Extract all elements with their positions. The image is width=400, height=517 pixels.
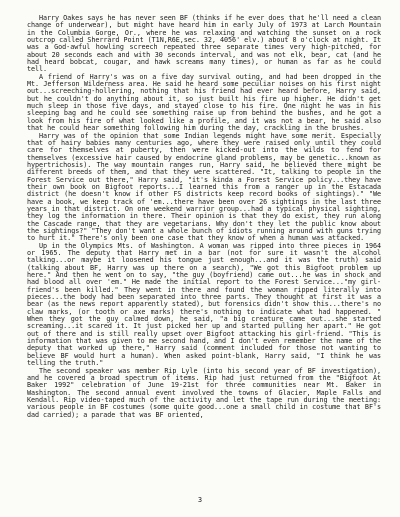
page-number: 3 (197, 496, 203, 504)
paragraph: Harry Oakes says he has never seen BF (thinks if he ever does that he'll need a clean change of underwear), but might have heard him in early July of 1973 at Larch Mountain in the Columbia Gorge, Or., where he was relaxing and watching the sunset on a rock outcrop called Sherrard Point (T1N,R6E,sec. 32, 4056' elv.) about 8 o'clock at night. It was a God-awful howling screech repeated three separate times very high-pitched, for about 20 seconds each and with 30 seconds interval, and was not elk, bear, cat (and he had heard bobcat, cougar, and hawk screams many times), or human as far as he could tell. (27, 14, 381, 74)
article-body (27, 15, 381, 419)
paragraph: A friend of Harry's was on a five day survival outing, and had been dropped in the Mt. Jefferson Wilderness area. He said he heard some peculiar noises on his first night out...screeching-hollering, nothing that his friend had ever heard before, Harry said, but he couldn't do anything about it, so just built his fire up higher. He didn't get much sleep in those five days, and stayed close to his fire. One night he was in his sleeping bag and he could see something raise up from behind the bushes, and he got a look from his fire of what looked like a profile, and it was not a bear, he said also that he could hear something following him during the day, crackling in the brushes. (27, 72, 381, 133)
paragraph: Harry was of the opinion that some Indian legends might have some merit. Especially that of hairy babies many centuries ago, where they were raised only until they could care for themselves at puberty, then were kicked-out into the wilds to fend for themselves (excessive hair caused by endocrine gland problems, may be genetic...known as hypertrichosis). The way mountain ranges run, Harry said, he believed there might be different breeds of them, and that they were scattered. "It, talking to people in the Forest Service out there," Harry said, "it's kinda a Forest Service policy...they have their own book on Bigfoot reports...I learned this from a ranger up in the Estacada district (he doesn't know if other FS districts keep record books of sightings)." "We have a book, we keep track of 'em...there have been over 26 sightings in the last three years in that district. On one weekend warrior group...had a typical physical sighting, they log the information in there. Their opinion is that they do exist, they run along the Cascade range, that they are vegetarians. Why don't they let the public know about the sightings?" "They don't want a whole bunch of idiots running around with guns trying to hurt it." There's only been one case that they know of when a human was attacked. (27, 131, 381, 243)
paragraph: Up in the Olympics Mts. of Washington. A woman was ripped into three pieces in 1964 or 1965. The deputy that Harry met in a bar (not for sure it wasn't the alcohol talking...or maybe it loosened his tongue just enough...and it was the truth) said (talking about BF, Harry was up there on a search), "We got this Bigfoot problem up here." And then he went on to say, "the guy (boyfriend) came out...he was in shock and had blood all over 'em." He made the initial report to the Forest Service..."my girl-friend's been killed." They went in there and found the woman ripped literally into pieces...the body had been separated into three parts. They thought at first it was a bear (as the news report apparently stated), but forensics didn't show this...there's no claw marks, (or tooth or axe marks) there's nothing to indicate what had happened. " When they got the guy calmed down, he said, "a big creature came out...she started screaming...it scared it. It just picked her up and started pulling her apart." He got out of there and is still really upset over Bigfoot attacking his girl-friend. "This is information that was given to me second hand, and I don't even remember the name of the deputy that worked up there," Harry said (comment included for those not wanting to believe BF would hurt a human). When asked point-blank, Harry said, "I think he was telling the truth." (27, 241, 381, 368)
paragraph: The second speaker was member Rip Lyle (into his second year of BF investigation), and he covered a broad spectrum of items. Rip had just returned from the "Bigfoot At Baker 1992" celebration of June 19-21st for three communities near Mt. Baker in Washington. The second annual event involved the towns of Glacier, Maple Falls and Kendall. Rip video-taped much of the activity and let the tape run during the meeting: various people in BF costumes (some quite good...one a small child in costume that BF's dad carried); a parade that was BF oriented, (27, 366, 381, 419)
